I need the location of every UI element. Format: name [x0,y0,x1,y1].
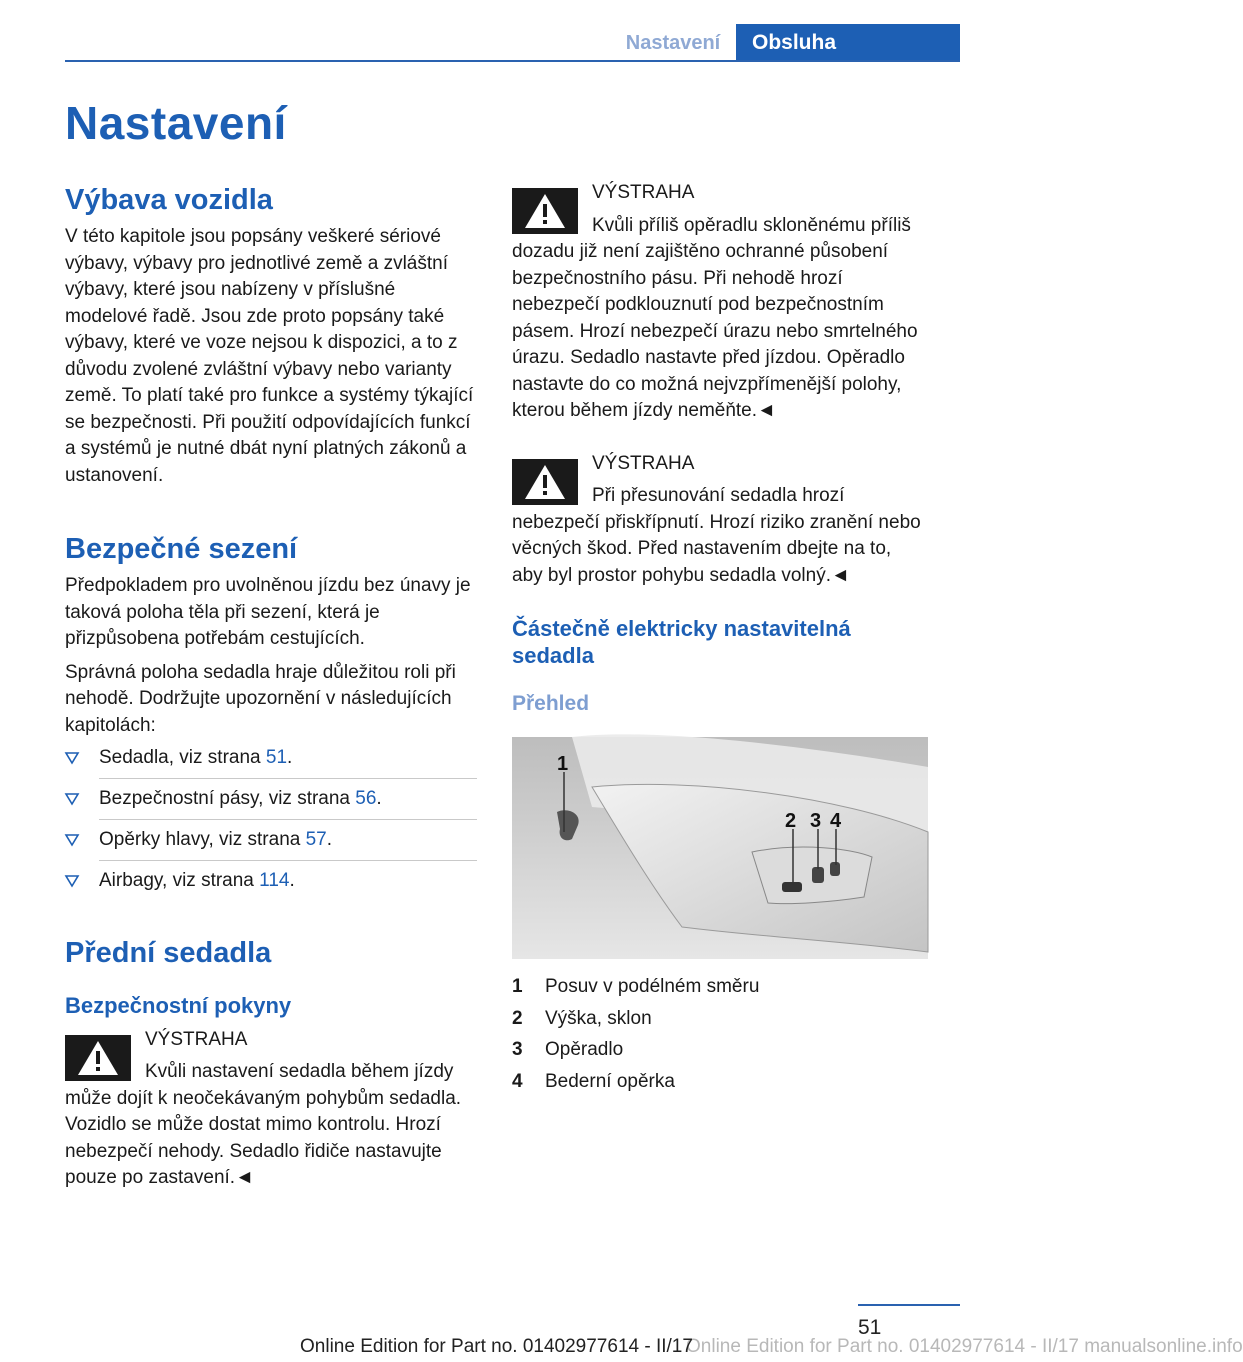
reference-list [65,745,477,895]
legend-label: Výška, sklon [545,1007,652,1029]
chapter-tab-label: Obsluha [752,31,837,54]
list-item-end: . [376,788,382,809]
equipment-text: V této kapitole jsou popsány veškeré sériové výbavy, výbavy pro jednotlivé země a zvláštní výbavy, které jsou nabízeny v příslušné modelové řadě. Jsou zde proto popsány také výbavy, které ve voze nejsou k dispozici, a to z důvodu zvolené zvláštní výbavy nebo varianty země. To platí také pro funkce a systémy týkající se bezpečnosti. Při použití odpovídajících funkcí a systémů je nutné dbát nyní platných zákonů a ustanovení. [65,226,474,486]
overview-heading: Přehled [512,692,590,715]
legend-label: Opěradlo [545,1039,624,1060]
bullet-triangle-icon [65,793,79,805]
section-tab[interactable]: Nastavení [625,32,721,54]
warning-text: Kvůli příliš opěradlu skloněnému příliš dozadu již není zajištěno ochranné působení bezpečnostního pásu. Při nehodě hrozí nebezpečí podklouznutí pod bezpečnostním pásem. Hrozí nebezpečí úrazu nebo smrtelného úrazu. Sedadlo nastavte před jízdou. Opěradlo nastavte do co možná nejvzpřímenější polohy, kterou během jízdy neměňte.◄ [512,214,918,421]
partial-electric-seats-heading: Částečně elektricky nastavitelná sedadla [512,616,851,668]
watermark: Online Edition for Part no. 01402977614 - II/17 manualsonline.info [686,1336,1243,1357]
page-link-56[interactable]: 56 [355,788,377,809]
list-item-text: Bezpečnostní pásy, viz strana [99,788,356,809]
left-column [65,180,477,1192]
legend-row [512,1003,924,1035]
safe-seating-para-2: Správná poloha sedadla hraje důležitou roli při nehodě. Dodržujte upozornění v následujících kapitolách: [65,661,456,736]
list-item [65,745,477,779]
warning-icon [512,459,578,505]
seat-illustration [512,737,928,959]
legend-row [512,1066,924,1098]
legend-row [512,1034,924,1066]
warning-text: Kvůli nastavení sedadla během jízdy může dojít k neočekávaným pohybům sedadla. Vozidlo se může dostat mimo kontrolu. Hrozí nebezpečí nehody. Sedadlo řidiče nastavujte pouze po zastavení.◄ [65,1061,462,1188]
bullet-triangle-icon [65,834,79,846]
warning-label: VÝSTRAHA [592,452,695,474]
legend-label: Bederní opěrka [545,1070,675,1092]
legend-row [512,971,924,1003]
edition-note: Online Edition for Part no. 01402977614 - II/17 [300,1336,693,1357]
page-link-57[interactable]: 57 [305,829,327,850]
figure-label-4: 4 [830,810,842,832]
list-item [65,868,477,895]
front-seats-heading: Přední sedadla [65,936,272,969]
seat-controls-figure [512,737,928,959]
figure-legend [512,971,924,1097]
list-item-text: Sedadla, viz strana [99,747,266,768]
legend-number: 1 [512,976,523,997]
list-item [65,827,477,861]
list-item-end: . [289,870,295,891]
figure-label-2: 2 [785,810,797,832]
bullet-triangle-icon [65,752,79,764]
warning-block-driving [65,1027,477,1192]
figure-label-3: 3 [810,810,822,832]
safety-notes-heading: Bezpečnostní pokyny [65,992,292,1018]
warning-icon [65,1035,131,1081]
bullet-triangle-icon [65,875,79,887]
page-link-51[interactable]: 51 [265,747,288,768]
safe-seating-para-1: Předpokladem pro uvolněnou jízdu bez únavy je taková poloha těla při sezení, která je přizpůsobena potřebám cestujících. [65,575,471,649]
page-title: Nastavení [65,97,287,149]
list-divider [99,778,477,779]
warning-block-pinching [512,451,924,590]
safe-seating-heading: Bezpečné sezení [65,533,298,565]
warning-label: VÝSTRAHA [145,1028,248,1050]
legend-label: Posuv v podélném směru [545,976,760,997]
legend-number: 2 [512,1007,523,1029]
list-item-text: Opěrky hlavy, viz strana [99,829,306,850]
equipment-heading: Výbava vozidla [65,184,273,216]
list-item [65,786,477,820]
right-column [512,180,924,1097]
list-divider [99,819,477,820]
legend-number: 4 [512,1070,523,1092]
chapter-tab[interactable] [736,24,960,62]
warning-text: Při přesunování sedadla hrozí nebezpečí přiskřípnutí. Hrozí riziko zranění nebo věcných škod. Před nastavením dbejte na to, aby byl prostor pohybu sedadla volný.◄ [512,485,921,586]
header-rule [65,60,960,62]
warning-block-backrest [512,180,924,425]
warning-icon [512,188,578,234]
list-item-text: Airbagy, viz strana [99,870,260,891]
page-number: 51 [858,1316,882,1339]
figure-label-1: 1 [557,753,569,775]
list-item-end: . [326,829,333,850]
list-divider [99,860,477,861]
list-item-end: . [287,747,293,768]
legend-number: 3 [512,1039,523,1060]
footer-rule [858,1304,960,1306]
warning-label: VÝSTRAHA [592,182,695,203]
page-link-114[interactable]: 114 [259,870,290,891]
